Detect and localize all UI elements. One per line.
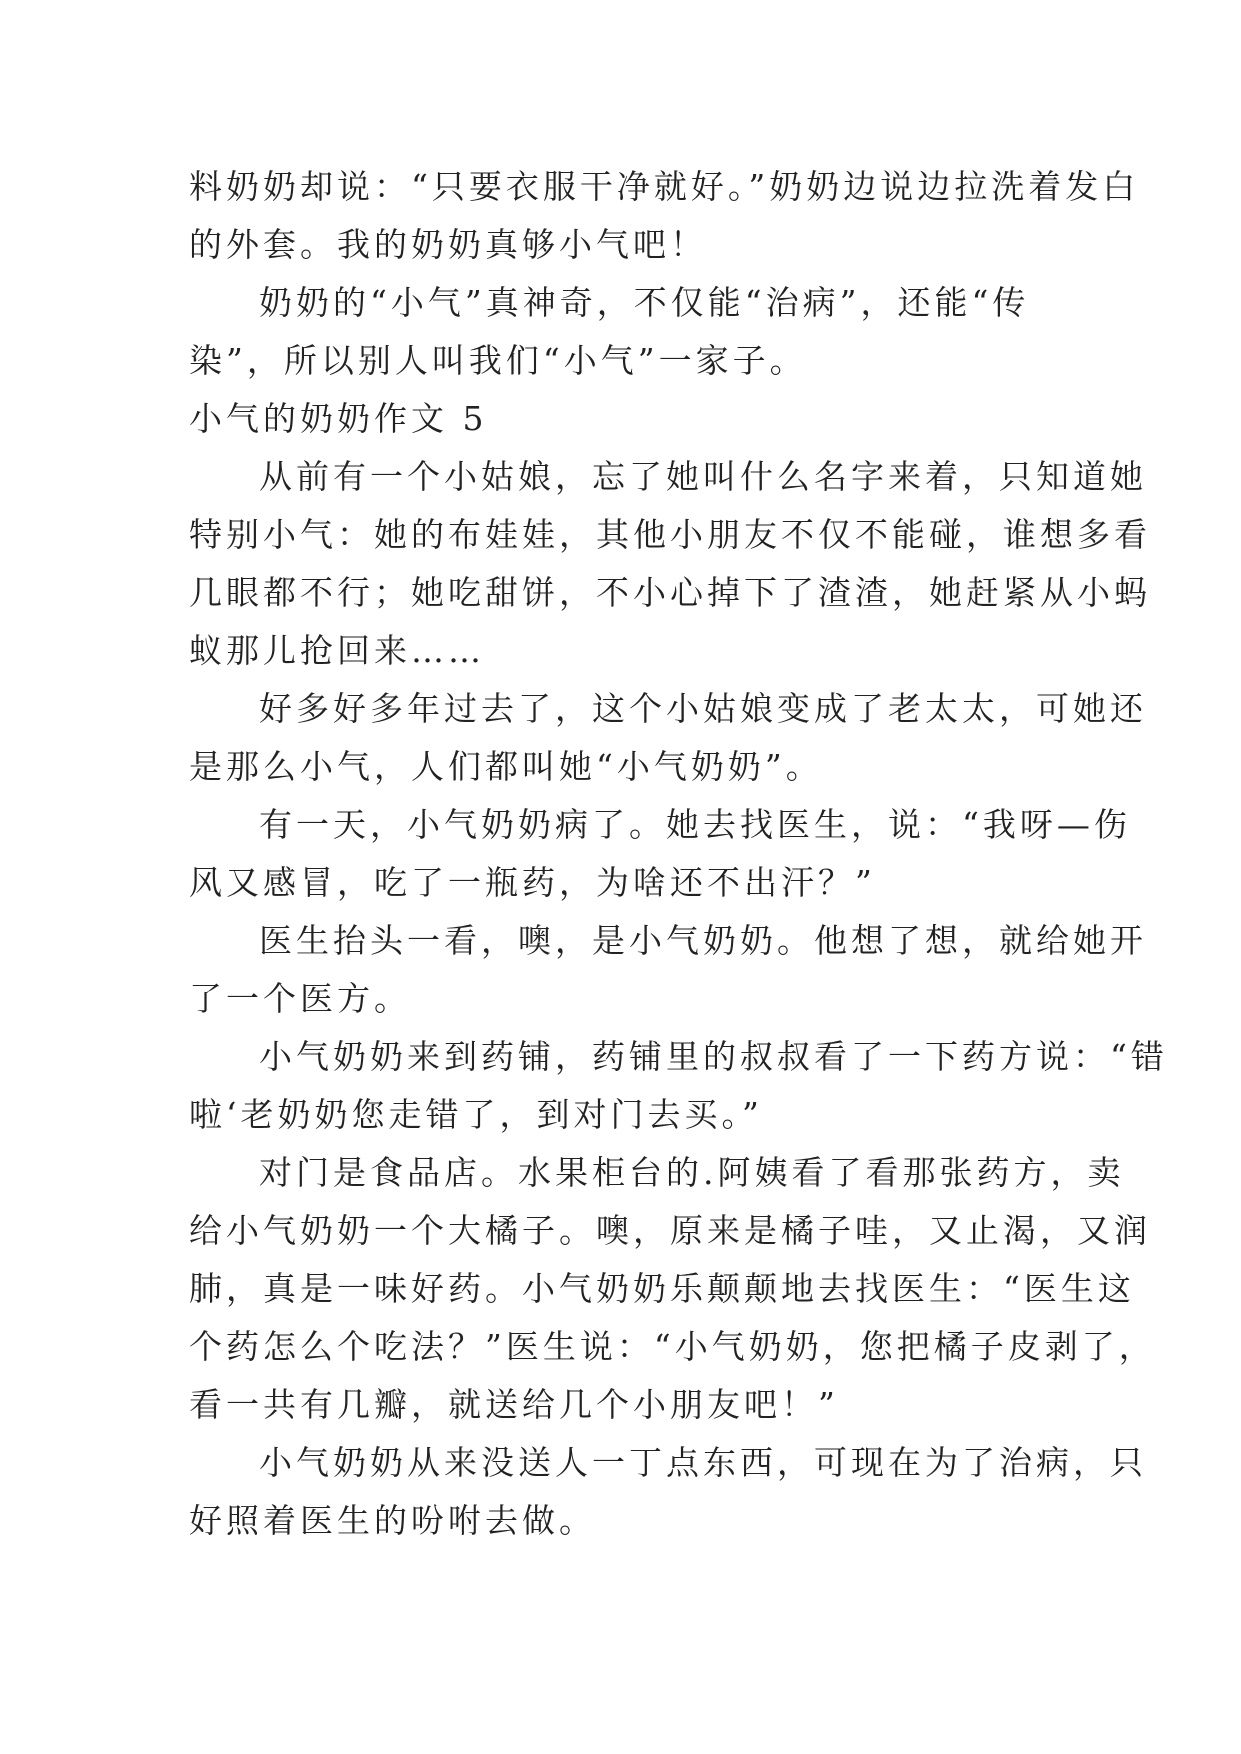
text-line: 的外套。我的奶奶真够小气吧！ [189, 225, 707, 264]
text-line: 给小气奶奶一个大橘子。噢，原来是橘子哇，又止渴，又润 [189, 1211, 1151, 1250]
text-line: 料奶奶却说：“只要衣服干净就好。”奶奶边说边拉洗着发白 [189, 167, 1140, 206]
text-line: 几眼都不行；她吃甜饼，不小心掉下了渣渣，她赶紧从小蚂 [189, 573, 1151, 612]
text-line: 染”，所以别人叫我们“小气”一家子。 [189, 341, 807, 380]
text-line: 好照着医生的吩咐去做。 [189, 1501, 596, 1540]
text-line: 特别小气：她的布娃娃，其他小朋友不仅不能碰，谁想多看 [189, 515, 1151, 554]
text-line: 肺，真是一味好药。小气奶奶乐颠颠地去找医生：“医生这 [189, 1269, 1135, 1308]
text-line: 对门是食品店。水果柜台的.阿姨看了看那张药方，卖 [259, 1153, 1125, 1192]
text-line: 啦‘老奶奶您走错了，到对门去买。” [189, 1095, 763, 1134]
text-line: 个药怎么个吃法？”医生说：“小气奶奶，您把橘子皮剥了， [189, 1327, 1156, 1366]
text-line: 小气奶奶来到药铺，药铺里的叔叔看了一下药方说：“错 [259, 1037, 1168, 1076]
text-line: 了一个医方。 [189, 979, 411, 1018]
text-line: 好多好多年过去了，这个小姑娘变成了老太太，可她还 [259, 689, 1147, 728]
text-line: 奶奶的“小气”真神奇，不仅能“治病”，还能“传 [259, 283, 1030, 322]
text-line: 有一天，小气奶奶病了。她去找医生，说：“我呀—伤 [259, 805, 1131, 844]
text-line: 小气奶奶从来没送人一丁点东西，可现在为了治病，只 [259, 1443, 1147, 1482]
text-line: 蚁那儿抢回来…… [189, 631, 485, 670]
text-line: 医生抬头一看，噢，是小气奶奶。他想了想，就给她开 [259, 921, 1147, 960]
text-line: 是那么小气，人们都叫她“小气奶奶”。 [189, 747, 823, 786]
document-page [189, 158, 1168, 1550]
section-heading: 小气的奶奶作文 5 [189, 399, 488, 438]
text-line: 看一共有几瓣，就送给几个小朋友吧！” [189, 1385, 839, 1424]
text-line: 从前有一个小姑娘，忘了她叫什么名字来着，只知道她 [259, 457, 1147, 496]
text-line: 风又感冒，吃了一瓶药，为啥还不出汗？” [189, 863, 876, 902]
